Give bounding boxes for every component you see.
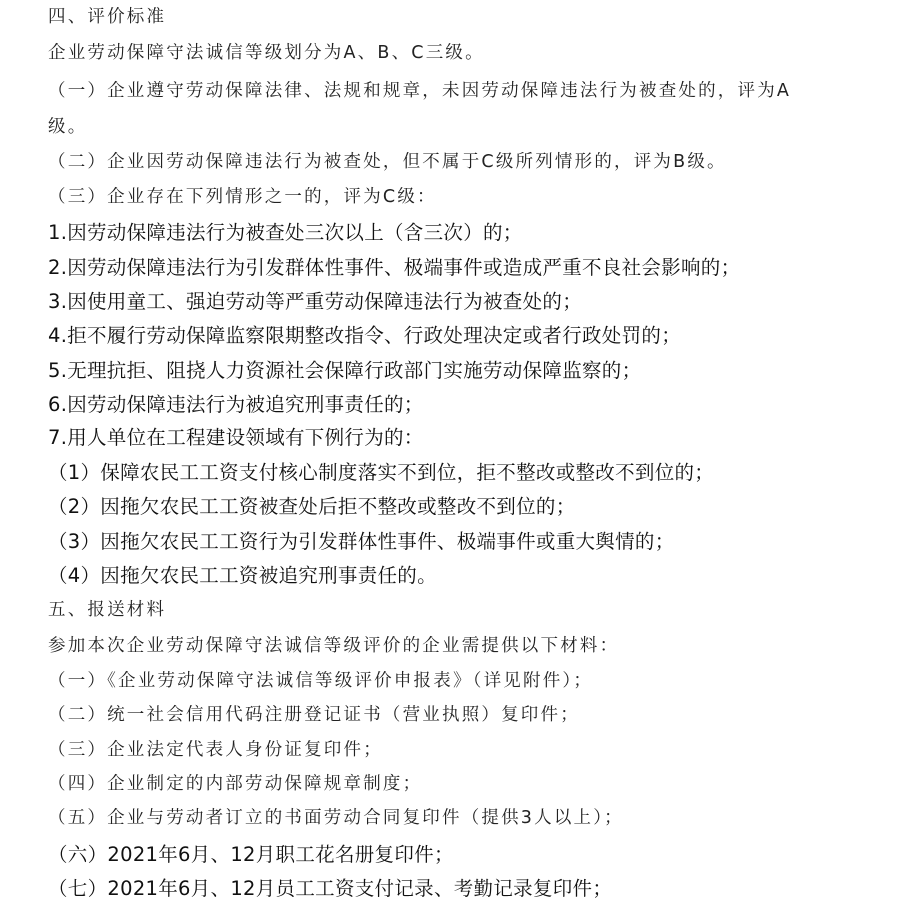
- c-list-item: 2.因劳动保障违法行为引发群体性事件、极端事件或造成严重不良社会影响的；: [48, 256, 741, 279]
- materials-intro: 参加本次企业劳动保障守法诚信等级评价的企业需提供以下材料：: [48, 636, 620, 656]
- c-list-item: 5.无理抗拒、阻挠人力资源社会保障行政部门实施劳动保障监察的；: [48, 359, 642, 382]
- grade-a-text-line1: （一）企业遵守劳动保障法律、法规和规章，未因劳动保障违法行为被查处的，评为A: [48, 81, 792, 101]
- c-sublist-item: （2）因拖欠农民工工资被查处后拒不整改或整改不到位的；: [48, 495, 576, 518]
- c-list-item: 6.因劳动保障违法行为被追究刑事责任的；: [48, 393, 424, 416]
- materials-item: （三）企业法定代表人身份证复印件；: [48, 740, 383, 760]
- materials-item: （二）统一社会信用代码注册登记证书（营业执照）复印件；: [48, 705, 580, 725]
- grading-intro: 企业劳动保障守法诚信等级划分为A、B、C三级。: [48, 43, 485, 63]
- c-sublist-item: （1）保障农民工工资支付核心制度落实不到位，拒不整改或整改不到位的；: [48, 461, 715, 484]
- materials-item: （五）企业与劳动者订立的书面劳动合同复印件（提供3人以上）；: [48, 808, 624, 828]
- section-heading-5: 五、报送材料: [48, 600, 167, 620]
- grade-c-text: （三）企业存在下列情形之一的，评为C级：: [48, 187, 437, 207]
- grade-a-text-line2: 级。: [48, 117, 88, 137]
- c-list-item: 4.拒不履行劳动保障监察限期整改指令、行政处理决定或者行政处罚的；: [48, 324, 682, 347]
- c-list-item: 7.用人单位在工程建设领域有下例行为的：: [48, 426, 424, 449]
- grade-b-text: （二）企业因劳动保障违法行为被查处，但不属于C级所列情形的，评为B级。: [48, 152, 727, 172]
- materials-item: （四）企业制定的内部劳动保障规章制度；: [48, 774, 423, 794]
- c-list-item: 3.因使用童工、强迫劳动等严重劳动保障违法行为被查处的；: [48, 290, 583, 313]
- c-sublist-item: （3）因拖欠农民工工资行为引发群体性事件、极端事件或重大舆情的；: [48, 530, 675, 553]
- section-heading-4: 四、评价标准: [48, 7, 167, 27]
- materials-item: （一）《企业劳动保障守法诚信等级评价申报表》（详见附件）；: [48, 671, 594, 691]
- materials-item: （六）2021年6月、12月职工花名册复印件；: [48, 843, 454, 866]
- c-sublist-item: （4）因拖欠农民工工资被追究刑事责任的。: [48, 564, 437, 587]
- materials-item: （七）2021年6月、12月员工工资支付记录、考勤记录复印件；: [48, 877, 613, 900]
- c-list-item: 1.因劳动保障违法行为被查处三次以上（含三次）的；: [48, 221, 523, 244]
